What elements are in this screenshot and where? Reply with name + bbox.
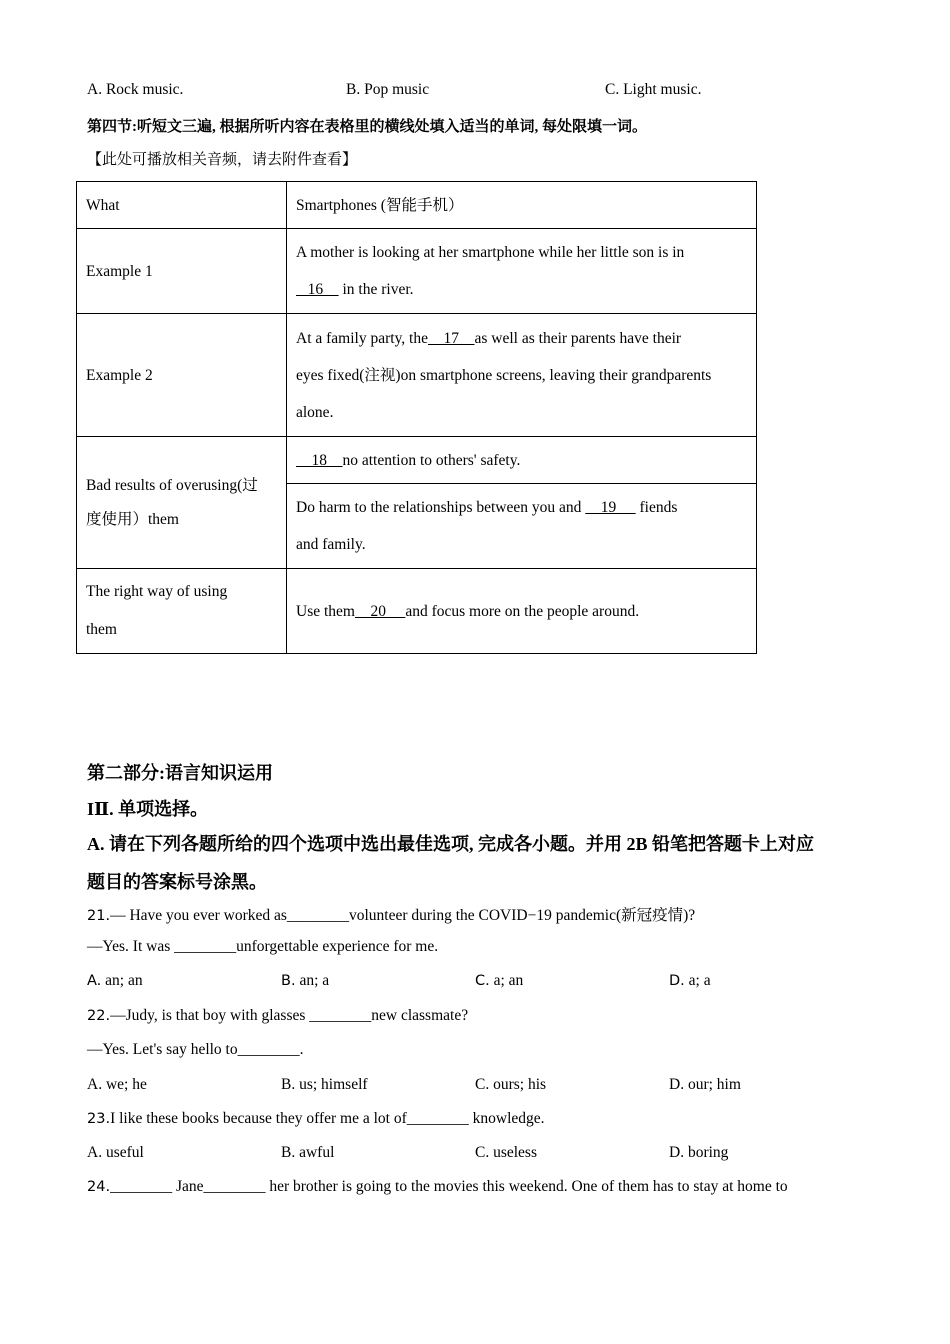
example2-line2: eyes fixed(注视)on smartphone screens, leaving their grandparents (296, 366, 712, 384)
example2-text-b: as well as their parents have their (474, 329, 682, 347)
table-row (77, 437, 757, 484)
q15-option-c: C. Light music. (605, 81, 702, 98)
bad-result-2-text-a: Do harm to the relationships between you and (296, 499, 586, 516)
listening-table (76, 181, 757, 654)
option-text: a; an (493, 972, 524, 989)
question-text: I like these books because they offer me a lot of________ knowledge. (110, 1110, 545, 1127)
q21-option-d[interactable] (669, 972, 711, 990)
right-way-text-b: and focus more on the people around. (405, 602, 640, 620)
q21-option-b[interactable] (281, 972, 329, 990)
part2-instruction-line2: 题目的答案标号涂黑。 (87, 872, 267, 892)
part2-title: 第二部分:语言知识运用 (87, 763, 273, 783)
part2-instruction-line1: A. 请在下列各题所给的四个选项中选出最佳选项, 完成各小题。并用 2B 铅笔把答题卡上对应 (87, 834, 815, 854)
bad-result-1-text: no attention to others' safety. (342, 451, 521, 469)
q22-option-d[interactable]: D. our; him (669, 1076, 741, 1093)
blank-17: 17 (428, 329, 475, 347)
q23-option-d[interactable]: D. boring (669, 1144, 729, 1161)
what-label: What (77, 182, 287, 229)
table-row (77, 569, 757, 654)
blank-20: 20 (354, 602, 406, 620)
q15-option-a: A. Rock music. (87, 81, 184, 98)
example2-text-a: At a family party, the (296, 329, 428, 347)
example2-label: Example 2 (77, 314, 287, 437)
right-way-label-line1: The right way of using (86, 583, 228, 600)
bad-result-1 (287, 437, 757, 484)
right-way-label-line2: them (86, 621, 117, 638)
question-22-line2: —Yes. Let's say hello to________. (87, 1041, 304, 1058)
right-way-label (77, 569, 287, 654)
q21-option-a[interactable] (87, 972, 143, 990)
right-way-text-a: Use them (296, 602, 355, 620)
blank-19: 19 (585, 499, 636, 516)
example1-line1: A mother is looking at her smartphone while her little son is in (296, 244, 685, 261)
q23-option-b[interactable]: B. awful (281, 1144, 335, 1161)
option-text: a; a (688, 972, 711, 989)
question-text: — Have you ever worked as________volunteer during the COVID−19 pandemic(新冠疫情)? (110, 907, 696, 924)
q22-option-b[interactable]: B. us; himself (281, 1076, 368, 1093)
question-24 (87, 1178, 788, 1196)
table-row (77, 182, 757, 229)
bad-result-2-line1 (296, 489, 747, 526)
question-number: 22. (87, 1008, 111, 1024)
part2-subtitle: IⅡ. 单项选择。 (87, 799, 209, 819)
blank-18: 18 (296, 451, 343, 469)
example2-line3: alone. (296, 403, 334, 421)
example1-line2 (296, 271, 747, 308)
example1-label: Example 1 (77, 229, 287, 314)
q22-option-c[interactable]: C. ours; his (475, 1076, 547, 1093)
q23-option-c[interactable]: C. useless (475, 1144, 537, 1161)
right-way-cell (287, 569, 757, 654)
example2-line1 (296, 320, 747, 357)
example2-cell (287, 314, 757, 437)
question-number: 23. (87, 1111, 111, 1127)
question-text: ________ Jane________ her brother is going to the movies this weekend. One of them has to stay at home to (110, 1178, 788, 1195)
question-number: 21. (87, 908, 111, 924)
bad-result-2 (287, 484, 757, 569)
question-21 (87, 903, 695, 925)
option-text: an; a (299, 972, 330, 989)
bad-results-label (77, 437, 287, 569)
example1-line2-text: in the river. (338, 281, 414, 298)
question-22 (87, 1007, 468, 1025)
table-row (77, 229, 757, 314)
bad-results-label-line1: Bad results of overusing(过 (86, 476, 258, 494)
section4-heading: 第四节:听短文三遍, 根据所听内容在表格里的横线处填入适当的单词, 每处限填一词。 (87, 119, 647, 135)
bad-results-label-line2: 度使用）them (86, 510, 179, 528)
q15-option-b: B. Pop music (346, 81, 430, 98)
option-letter: A. (87, 973, 102, 989)
question-21-line2: —Yes. It was ________unforgettable experience for me. (87, 938, 439, 955)
bad-result-2-text-b: fiends (635, 499, 678, 516)
bad-result-2-line2: and family. (296, 536, 366, 553)
question-text: —Judy, is that boy with glasses ________new classmate? (110, 1007, 469, 1024)
audio-note: 【此处可播放相关音频，请去附件查看】 (87, 152, 358, 168)
option-letter: C. (475, 973, 490, 989)
what-value: Smartphones (智能手机） (287, 182, 757, 229)
question-number: 24. (87, 1179, 111, 1195)
q21-option-c[interactable] (475, 972, 523, 990)
option-text: an; an (105, 972, 143, 989)
question-23 (87, 1110, 545, 1128)
table-row (77, 314, 757, 437)
blank-16: 16 (296, 281, 339, 298)
option-letter: B. (281, 973, 296, 989)
example1-cell (287, 229, 757, 314)
option-letter: D. (669, 973, 685, 989)
q22-option-a[interactable]: A. we; he (87, 1076, 147, 1093)
q23-option-a[interactable]: A. useful (87, 1144, 144, 1161)
